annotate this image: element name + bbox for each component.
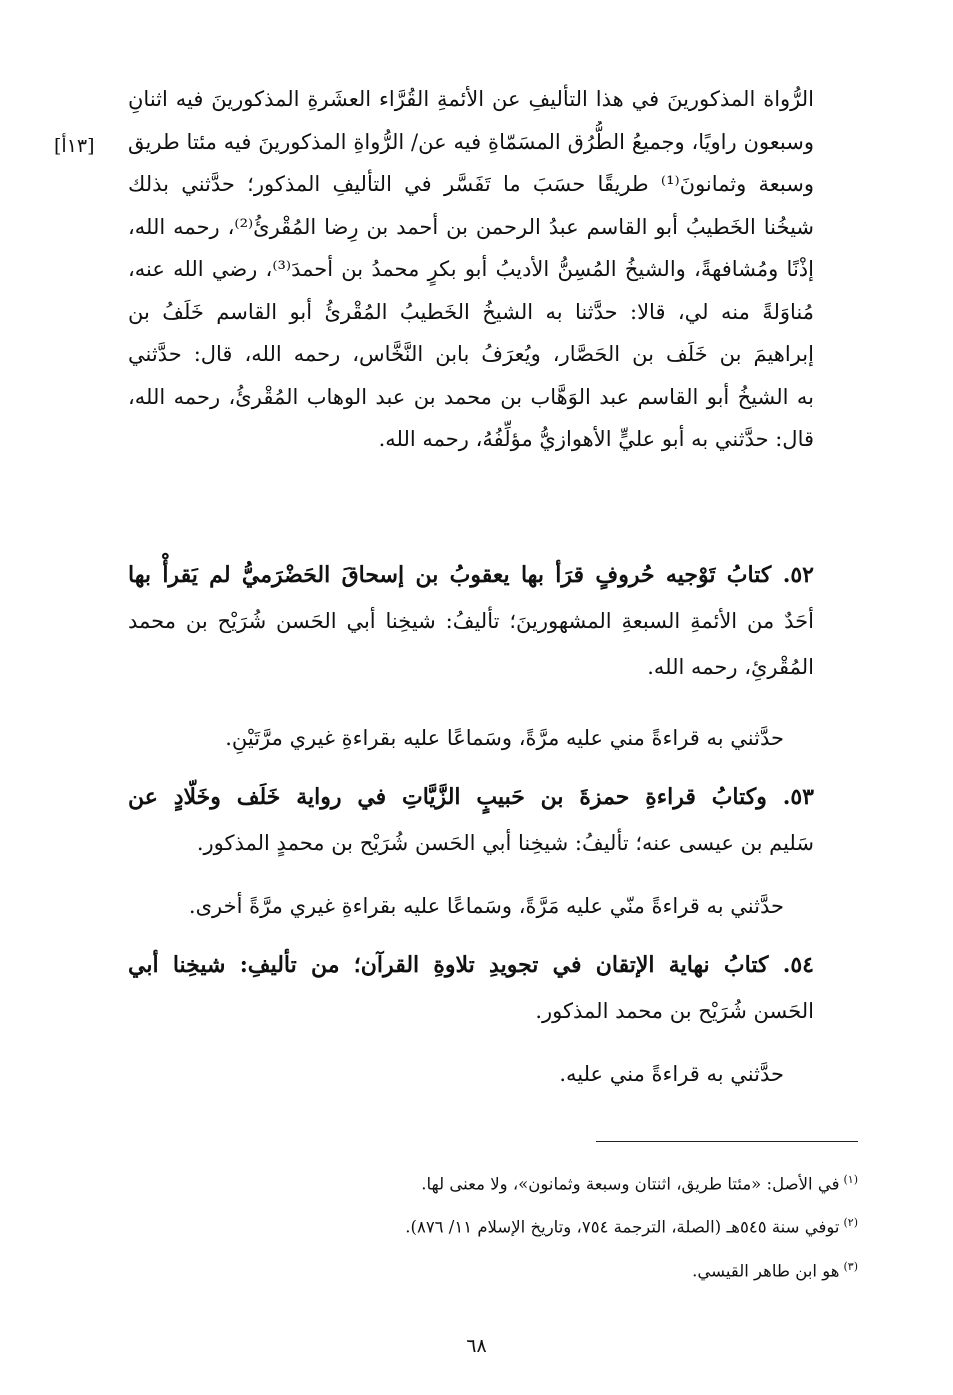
entry-title-line: ٥٣. وكتابُ قراءةِ حمزةَ بن حَبيبٍ الزَّيَّاتِ في رواية خَلَف وخَلّادٍ عن (128, 784, 814, 810)
page-number: ٦٨ (466, 1335, 487, 1357)
entry-54 (128, 942, 814, 1034)
footnote-1 (421, 1167, 858, 1198)
entry-53 (128, 774, 814, 866)
margin-folio-note: [١٣أ] (54, 135, 95, 157)
footnote-3 (692, 1254, 858, 1285)
footnote-separator (596, 1141, 858, 1142)
text-line: شيخُنا الخَطيبُ أبو القاسم عبدُ الرحمن بن أحمد بن رِضا المُقْرئُ⁽²⁾، رحمه الله، (128, 214, 814, 239)
text-line: إذْنًا ومُشافهةً، والشيخُ المُسِنُّ الأديبُ أبو بكرٍ محمدُ بن أحمدَ⁽³⁾، رضي الله عنه، (128, 257, 814, 281)
entry-title-line: المُقْرئِ، رحمه الله. (647, 655, 814, 679)
entry-52 (128, 552, 814, 690)
text-line: مُناوَلةً منه لي، قالا: حدَّثنا به الشيخُ الخَطيبُ المُقْرئُ أبو القاسم خَلَفُ بن (128, 299, 814, 324)
entry-title-line: الحَسن شُرَيْح بن محمد المذكور. (535, 999, 814, 1023)
entry-title-line: أحَدٌ من الأئمةِ السبعةِ المشهورينَ؛ تأليفُ: شيخِنا أبي الحَسن شُرَيْح بن محمد (128, 609, 814, 633)
chain-text: حدَّثني به قراءةً مني عليه. (559, 1062, 784, 1086)
text-line: الرُّواة المذكورينَ في هذا التأليفِ عن الأئمةِ القُرَّاء العشَرةِ المذكورينَ فيه اثنانِ (128, 87, 814, 111)
footnote-marker: (٣) (843, 1260, 858, 1273)
text-line: وسبعون راويًا، وجميعُ الطُّرُق المسَمّاةِ فيه عن/ الرُّواةِ المذكورينَ فيه مئتا طريق (128, 129, 814, 154)
chain-text: حدَّثني به قراءةً مني عليه مرَّةً، وسَماعًا عليه بقراءةِ غيري مرَّتَيْنِ. (225, 726, 784, 750)
entry-title-line: سَليم بن عيسى عنه؛ تأليفُ: شيخِنا أبي الحَسن شُرَيْح بن محمدٍ المذكور. (196, 831, 814, 855)
entry-title-line: ٥٤. كتابُ نهاية الإتقان في تجويدِ تلاوةِ القرآن؛ من تأليفِ: شيخِنا أبي (128, 952, 814, 978)
text-line: إبراهيمَ بن خَلَف بن الحَصَّار، ويُعرَفُ بابن النَّخَّاس، رحمه الله، قال: حدَّثني (128, 342, 814, 366)
footnote-text: هو ابن طاهر القيسي. (692, 1261, 840, 1281)
text-line: به الشيخُ أبو القاسم عبد الوَهَّاب بن محمد بن عبد الوهاب المُقْرئُ، رحمه الله، (128, 384, 814, 409)
text-line: قال: حدَّثني به أبو عليٍّ الأهوازيُّ مؤلِّفُهُ، رحمه الله. (378, 427, 814, 451)
entry-53-chain (128, 886, 814, 926)
text-line: وسبعة وثمانونَ⁽¹⁾ طريقًا حسَبَ ما تَفَسَّر في التأليفِ المذكور؛ حدَّثني بذلك (128, 172, 814, 196)
entry-title-line: ٥٢. كتابُ تَوْجيه حُروفٍ قرَأ بها يعقوبُ بن إسحاقَ الحَضْرَميُّ لم يَقرأْ بها (128, 562, 814, 588)
footnote-marker: (٢) (843, 1216, 858, 1229)
footnote-marker: (١) (843, 1173, 858, 1186)
footnote-text: في الأصل: «مئتا طريق، اثنتان وسبعة وثمانون»، ولا معنى لها. (421, 1174, 840, 1194)
entry-52-chain (128, 718, 814, 758)
main-paragraph (128, 78, 814, 461)
entry-54-chain (128, 1054, 814, 1094)
chain-text: حدَّثني به قراءةً منّي عليه مَرَّةً، وسَماعًا عليه بقراءةِ غيري مرَّةً أخرى. (188, 894, 784, 918)
footnote-2 (405, 1210, 858, 1241)
footnote-text: توفي سنة ٥٤٥هـ (الصلة، الترجمة ٧٥٤، وتاريخ الإسلام ١١/ ٨٧٦). (405, 1217, 840, 1237)
